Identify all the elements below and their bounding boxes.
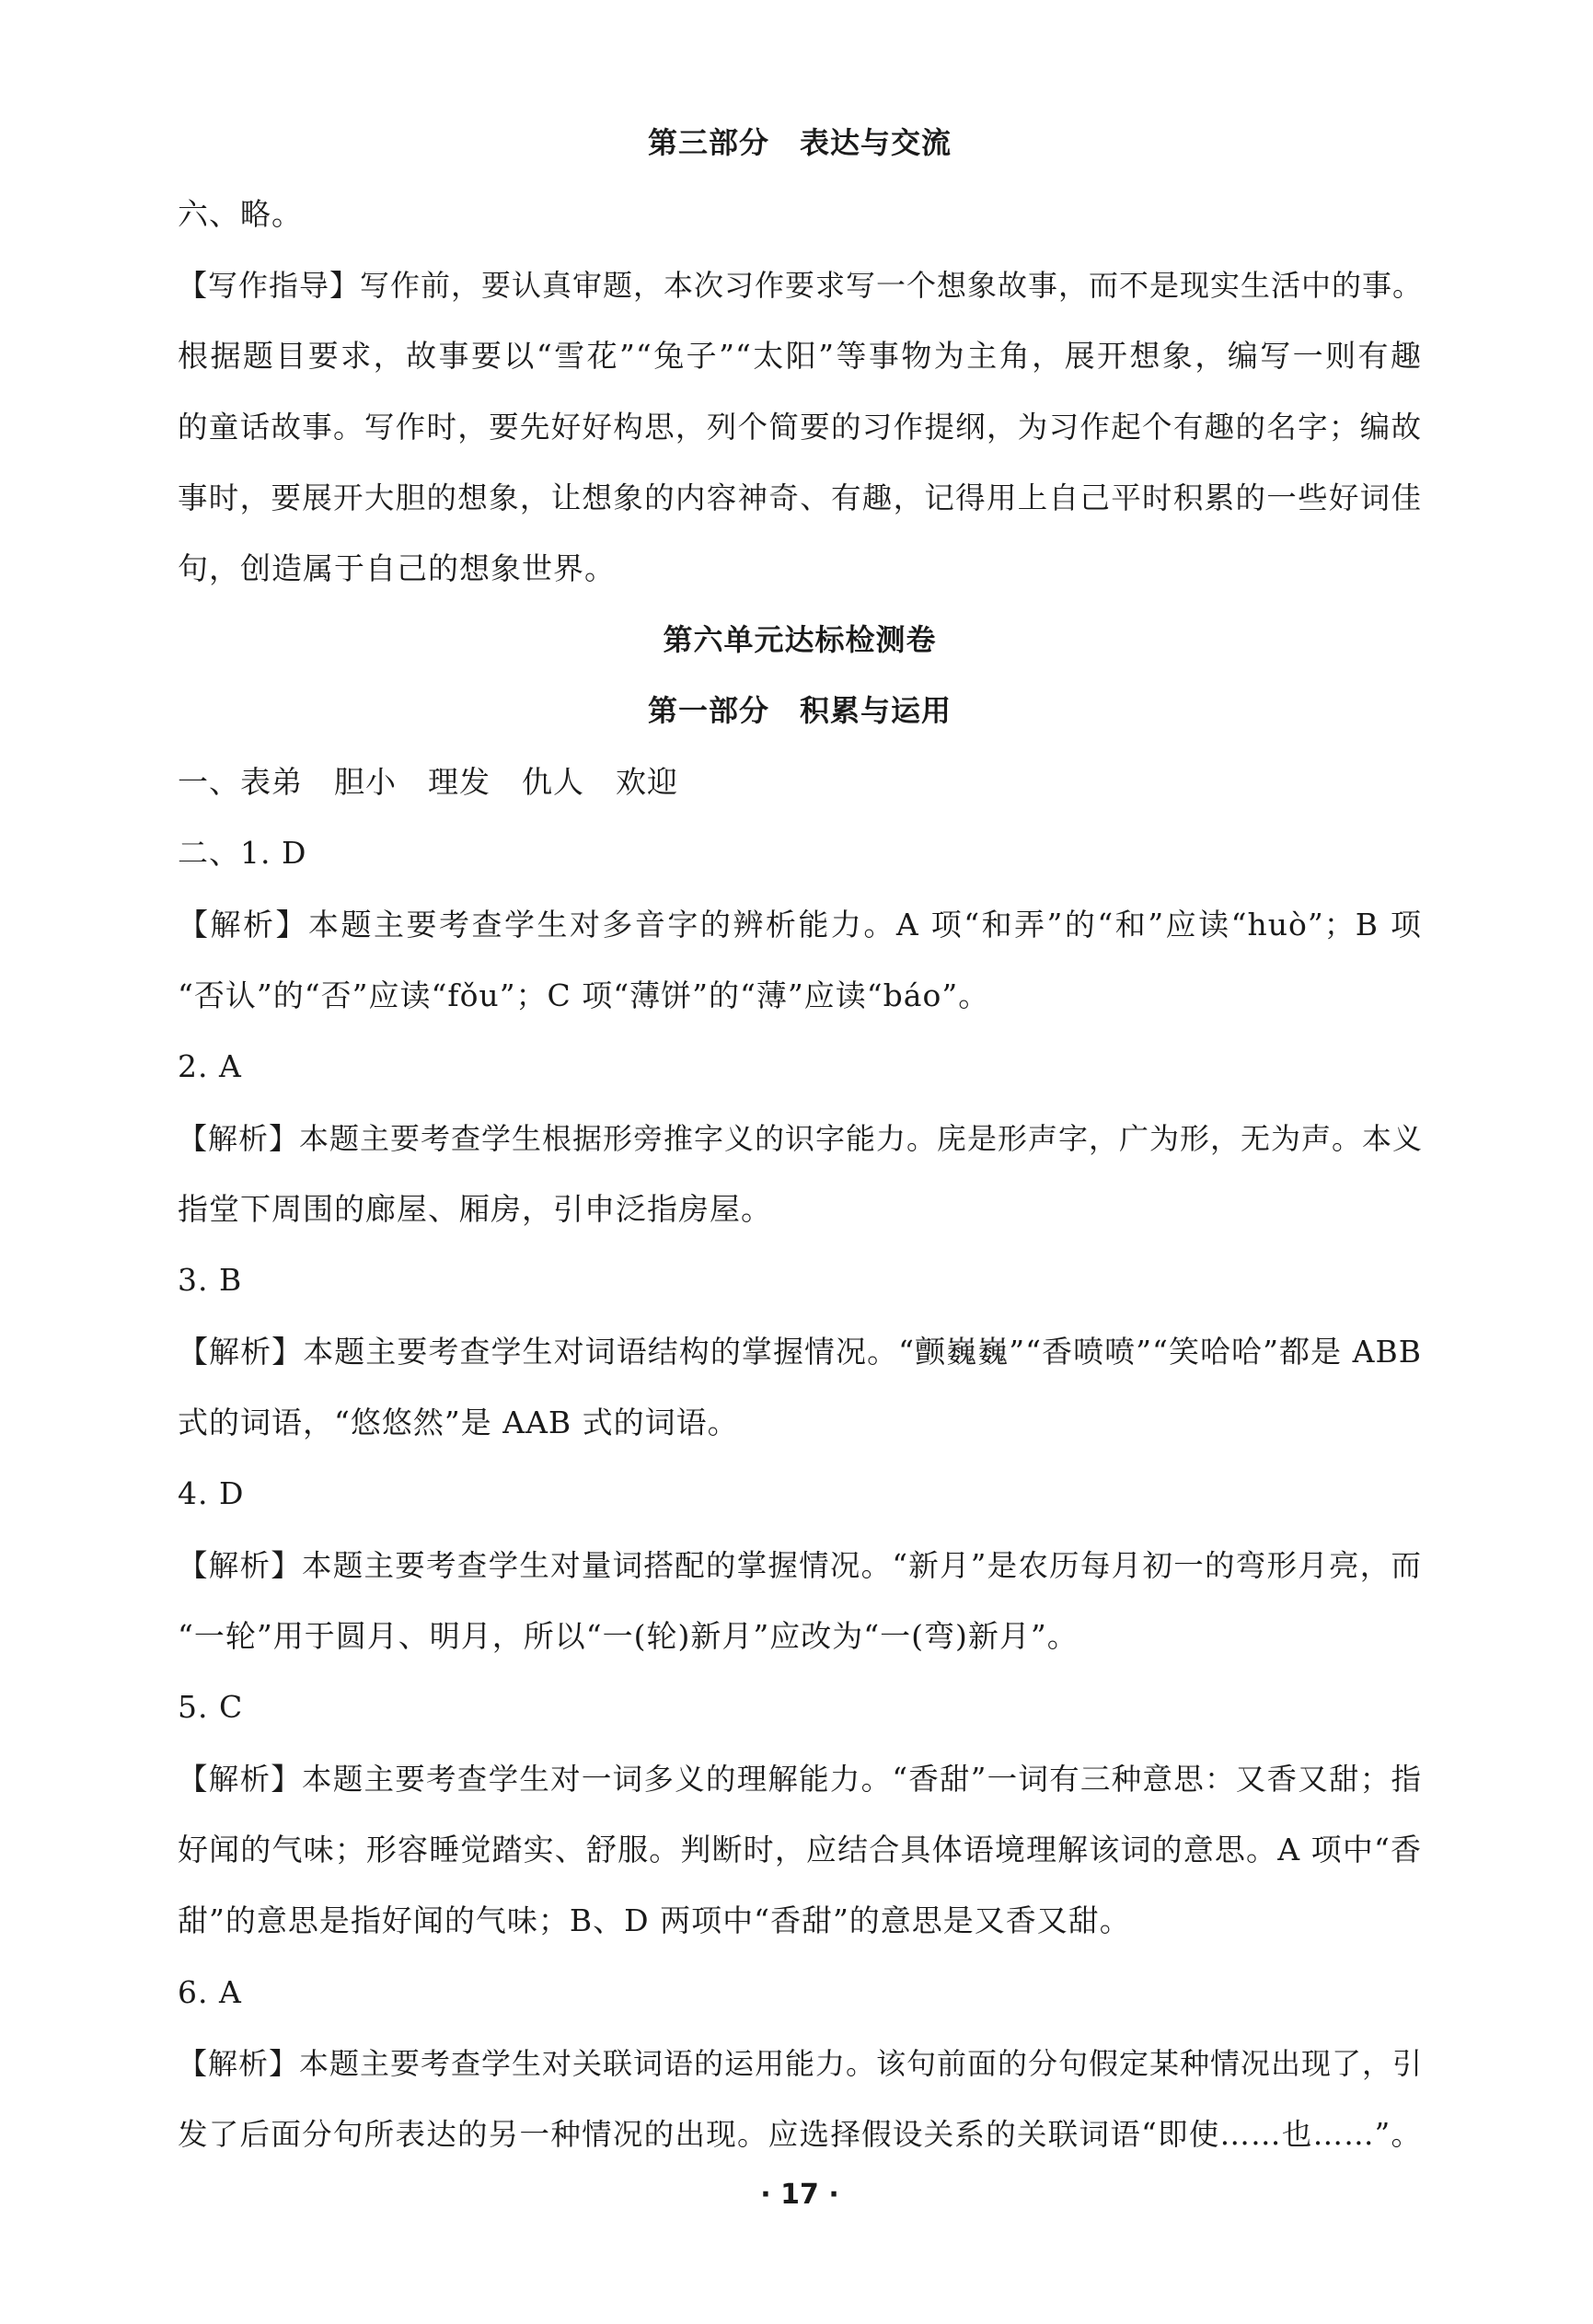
q2-analysis-line-1: 【解析】本题主要考查学生根据形旁推字义的识字能力。庑是形声字，广为形，无为声。本义 (178, 1121, 1424, 1156)
q1-answer: 二、1. D (178, 835, 307, 871)
q3-answer: 3. B (178, 1262, 243, 1298)
q3-analysis-line-1: 【解析】本题主要考查学生对词语结构的掌握情况。“颤巍巍”“香喷喷”“笑哈哈”都是 ABB (178, 1334, 1422, 1370)
q5-analysis-line-2: 好闻的气味；形容睡觉踏实、舒服。判断时，应结合具体语境理解该词的意思。A 项中“香 (178, 1832, 1422, 1867)
q5-answer: 5. C (178, 1689, 244, 1725)
writing-guide-line-3: 的童话故事。写作时，要先好好构思，列个简要的习作提纲，为习作起个有趣的名字；编故 (178, 410, 1422, 445)
writing-guide-line-2: 根据题目要求，故事要以“雪花”“兔子”“太阳”等事物为主角，展开想象，编写一则有趣 (178, 338, 1422, 374)
q4-answer: 4. D (178, 1475, 245, 1511)
q1-analysis-line-2: “否认”的“否”应读“fǒu”；C 项“薄饼”的“薄”应读“báo”。 (178, 977, 990, 1013)
q2-analysis-line-2: 指堂下周围的廊屋、厢房，引申泛指房屋。 (178, 1191, 772, 1227)
q6-analysis-line-2: 发了后面分句所表达的另一种情况的出现。应选择假设关系的关联词语“即使……也……”。 (178, 2117, 1422, 2152)
section-heading-expression: 第三部分 表达与交流 (647, 125, 952, 160)
writing-guide-line-1: 【写作指导】写作前，要认真审题，本次习作要求写一个想象故事，而不是现实生活中的事。 (178, 268, 1424, 303)
writing-guide-line-5: 句，创造属于自己的想象世界。 (178, 550, 616, 586)
section-heading-accumulation: 第一部分 积累与运用 (647, 693, 952, 728)
q5-analysis-line-1: 【解析】本题主要考查学生对一词多义的理解能力。“香甜”一词有三种意思：又香又甜；指 (178, 1762, 1422, 1797)
q5-analysis-line-3: 甜”的意思是指好闻的气味；B、D 两项中“香甜”的意思是又香又甜。 (178, 1902, 1131, 1938)
q4-analysis-line-1: 【解析】本题主要考查学生对量词搭配的掌握情况。“新月”是农历每月初一的弯形月亮，而 (178, 1548, 1422, 1583)
writing-guide-line-4: 事时，要展开大胆的想象，让想象的内容神奇、有趣，记得用上自己平时积累的一些好词佳 (178, 480, 1422, 515)
q4-analysis-line-2: “一轮”用于圆月、明月，所以“一(轮)新月”应改为“一(弯)新月”。 (178, 1618, 1079, 1654)
q3-analysis-line-2: 式的词语，“悠悠然”是 AAB 式的词语。 (178, 1405, 739, 1440)
q6-analysis-line-1: 【解析】本题主要考查学生对关联词语的运用能力。该句前面的分句假定某种情况出现了，引 (178, 2046, 1424, 2081)
item-six: 六、略。 (178, 196, 303, 232)
document-page (178, 0, 1422, 2324)
q6-answer: 6. A (178, 1974, 242, 2010)
unit-title: 第六单元达标检测卷 (663, 622, 937, 657)
item-one-answers: 一、表弟 胆小 理发 仇人 欢迎 (178, 764, 678, 800)
q2-answer: 2. A (178, 1048, 242, 1084)
q1-analysis-line-1: 【解析】本题主要考查学生对多音字的辨析能力。A 项“和弄”的“和”应读“huò”；B 项 (178, 907, 1422, 942)
page-number: · 17 · (760, 2179, 839, 2211)
